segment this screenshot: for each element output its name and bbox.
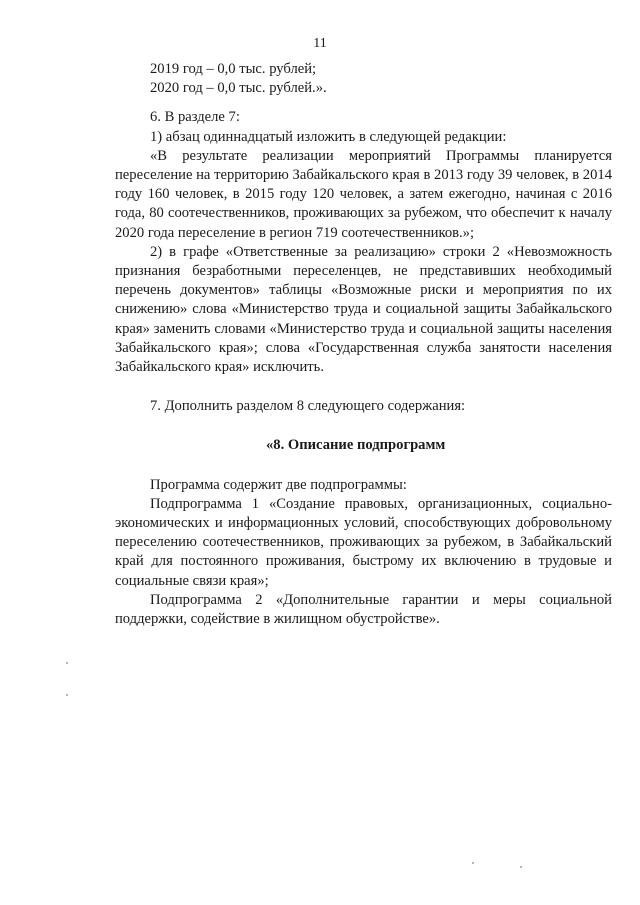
section-7-intro: 6. В разделе 7: (150, 109, 240, 126)
scan-speck (66, 662, 68, 664)
scan-speck (472, 862, 474, 864)
document-body (115, 60, 612, 629)
budget-line-2019: 2019 год – 0,0 тыс. рублей; (150, 61, 317, 77)
scan-speck (520, 866, 522, 868)
subprograms-intro: Программа содержит две подпрограммы: (150, 476, 407, 493)
subprogram-1: Подпрограмма 1 «Создание правовых, организационных, социально-экономических и информационных условий, способствующих добровольному переселению соотечественников, проживающих за рубежом, в Забайкальский край для постоянного проживания, быстрому их включению в трудовые и социальные связи края»; (115, 495, 612, 589)
subprogram-2: Подпрограмма 2 «Дополнительные гарантии и меры социальной поддержки, содействие в жилищном обустройстве». (115, 591, 612, 628)
section-8-heading: «8. Описание подпрограмм (266, 437, 446, 454)
scan-speck (66, 694, 68, 696)
section-7-item-2: 2) в графе «Ответственные за реализацию» строки 2 «Невозможность признания безработными переселенцев, не представивших необходимый перечень документов» таблицы «Возможные риски и мероприятия по их снижению» слова «Министерство труда и социальной защиты Забайкальского края» заменить словами «Министерство труда и социальной защиты населения Забайкальского края»; слова «Государственная служба занятости населения Забайкальского края» исключить. (115, 243, 612, 376)
section-8-instruction: 7. Дополнить разделом 8 следующего содержания: (150, 398, 466, 415)
page-number: 11 (313, 36, 327, 51)
section-7-item-1: 1) абзац одиннадцатый изложить в следующей редакции: (150, 128, 507, 145)
section-7-item-1-quote: «В результате реализации мероприятий Программы планируется переселение на территорию Забайкальского края в 2013 году 39 человек, в 2014 году 160 человек, в 2015 году 120 человек, а затем ежегодно, начиная с 2016 года, 80 соотечественников, проживающих за рубежом, что обеспечит к началу 2020 года переселение в регион 719 соотечественников.»; (115, 147, 612, 241)
budget-line-2020: 2020 год – 0,0 тыс. рублей.». (150, 80, 327, 97)
